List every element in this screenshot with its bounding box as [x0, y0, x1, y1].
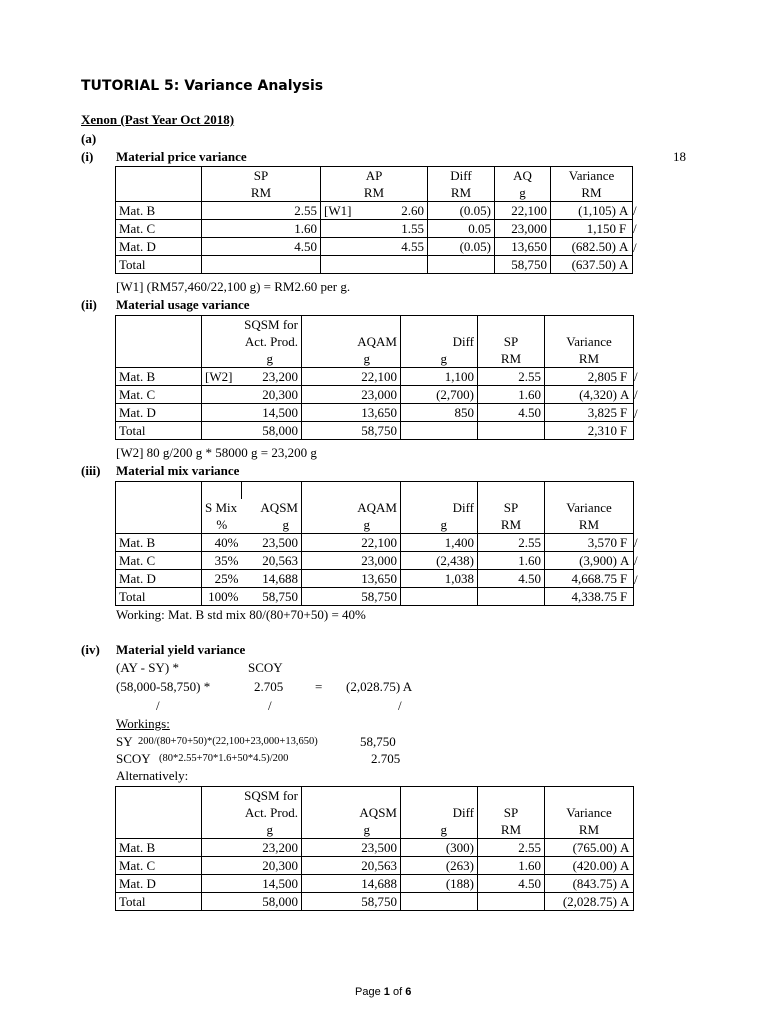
cell-variance	[545, 875, 634, 893]
col-unit: RM	[545, 350, 634, 368]
table-header-row	[116, 821, 634, 839]
table-row	[116, 202, 633, 220]
variance-value: (1,105)	[578, 202, 616, 218]
yield-formula-values: (58,000-58,750) *	[116, 679, 211, 694]
cell-sp: 1.60	[478, 386, 545, 404]
col-header: AQAM	[302, 333, 401, 350]
row-label: Total	[116, 588, 202, 606]
price-variance-table	[115, 166, 633, 274]
cell-sp: 2.55	[202, 202, 321, 220]
col-unit: g	[202, 821, 302, 839]
cell-aqam: 23,000	[302, 386, 401, 404]
section-i-number: (i)	[81, 149, 94, 164]
tick-mark: /	[398, 698, 402, 713]
table-total-row	[116, 256, 633, 274]
tick-mark: /	[634, 572, 638, 587]
cell-sp: 4.50	[478, 570, 545, 588]
variance-value: (682.50)	[571, 238, 616, 254]
cell-variance	[545, 534, 634, 552]
row-label: Mat. B	[116, 839, 202, 857]
cell-sqsm	[202, 368, 302, 386]
col-unit: RM	[545, 821, 634, 839]
page-of: of	[392, 986, 403, 998]
yield-formula-scoy-value: 2.705	[254, 679, 284, 694]
variance-value: (2,028.75)	[562, 893, 617, 909]
cell-variance	[545, 857, 634, 875]
fa-mark: A	[620, 875, 630, 891]
fa-mark: A	[619, 256, 629, 272]
table-header-row	[116, 184, 633, 202]
table-row	[116, 875, 634, 893]
cell-sp: 4.50	[478, 404, 545, 422]
table-header-row	[116, 804, 634, 821]
row-label: Mat. D	[116, 570, 202, 588]
tick-mark: /	[634, 369, 638, 384]
cell-variance	[545, 570, 634, 588]
col-unit: g	[401, 821, 478, 839]
cell-variance	[545, 839, 634, 857]
sy-value: 58,750	[360, 734, 396, 749]
col-unit: g	[202, 350, 302, 368]
row-label: Mat. B	[116, 368, 202, 386]
table-row	[116, 534, 634, 552]
row-label: Mat. C	[116, 552, 202, 570]
cell-ap	[321, 202, 428, 220]
cell-sqsm: 20,300	[202, 857, 302, 875]
cell-ap: 1.55	[321, 220, 428, 238]
cell-aq: 22,100	[495, 202, 551, 220]
fa-mark: A	[620, 893, 630, 909]
tick-mark: /	[634, 387, 638, 402]
tick-mark: /	[634, 553, 638, 568]
col-unit: g	[495, 184, 551, 202]
tick-mark: /	[156, 698, 160, 713]
cell-diff: (0.05)	[428, 238, 495, 256]
row-label: Mat. D	[116, 404, 202, 422]
col-header: Variance	[545, 333, 634, 350]
yield-formula-label: (AY - SY) *	[116, 660, 179, 675]
tick-mark: /	[633, 221, 637, 236]
usage-variance-table	[115, 315, 634, 440]
col-unit: RM	[321, 184, 428, 202]
cell-aq: 13,650	[495, 238, 551, 256]
table-row	[116, 552, 634, 570]
scoy-label: SCOY	[116, 751, 151, 766]
cell-sp: 1.60	[478, 552, 545, 570]
col-unit: g	[302, 350, 401, 368]
col-header: Act. Prod.	[202, 333, 302, 350]
mix-variance-table	[115, 481, 634, 606]
fa-mark: A	[620, 386, 630, 402]
variance-value: (3,900)	[579, 552, 617, 568]
fa-mark: F	[620, 422, 628, 438]
cell-aqam: 58,750	[302, 588, 401, 606]
cell-variance	[551, 220, 633, 238]
cell-variance	[545, 386, 634, 404]
working-note-w2: [W2] 80 g/200 g * 58000 g = 23,200 g	[116, 445, 317, 460]
cell-sqsm: 20,300	[202, 386, 302, 404]
cell-aqsm: 23,500	[302, 839, 401, 857]
cell-variance	[545, 368, 634, 386]
cell-aqam: 13,650	[302, 570, 401, 588]
cell-variance	[545, 588, 634, 606]
fa-mark: F	[620, 588, 628, 604]
variance-value: (637.50)	[571, 256, 616, 272]
table-row	[116, 570, 634, 588]
col-unit: g	[302, 821, 401, 839]
cell-aq: 23,000	[495, 220, 551, 238]
page-current: 1	[383, 986, 390, 998]
row-label: Mat. D	[116, 875, 202, 893]
section-ii-heading: Material usage variance	[116, 297, 250, 312]
table-header-row	[116, 167, 633, 185]
col-header: AQ	[495, 167, 551, 185]
cell-variance	[551, 256, 633, 274]
tick-mark: /	[634, 406, 638, 421]
page-number	[355, 986, 411, 998]
cell-aqam: 23,000	[302, 552, 401, 570]
table-row	[116, 839, 634, 857]
col-header: SP	[202, 167, 321, 185]
document-subtitle: Xenon (Past Year Oct 2018)	[81, 112, 235, 127]
variance-value: (420.00)	[572, 857, 617, 873]
cell-aqsm: 58,750	[242, 588, 302, 606]
fa-mark: F	[620, 534, 628, 550]
section-iii-heading: Material mix variance	[116, 463, 240, 478]
table-header-row	[116, 787, 634, 805]
cell-diff: (2,438)	[401, 552, 478, 570]
table-header-row	[116, 333, 634, 350]
cell-aqam: 22,100	[302, 534, 401, 552]
row-label: Total	[116, 893, 202, 911]
section-ii-number: (ii)	[81, 297, 97, 312]
variance-value: 2,805	[587, 368, 617, 384]
col-header: AQSM	[302, 804, 401, 821]
section-i-heading: Material price variance	[116, 149, 247, 164]
scoy-value: 2.705	[371, 751, 401, 766]
tick-mark: /	[634, 535, 638, 550]
cell-sp: 2.55	[478, 368, 545, 386]
col-header: SP	[478, 499, 545, 516]
sy-formula: 200/(80+70+50)*(22,100+23,000+13,650)	[138, 736, 318, 747]
col-header: Variance	[551, 167, 633, 185]
tick-mark: /	[633, 240, 637, 255]
col-header: SQSM for	[202, 316, 302, 334]
cell-ap-value: 2.60	[401, 202, 424, 218]
col-unit: %	[202, 516, 242, 534]
alternatively-label: Alternatively:	[116, 768, 189, 783]
page-title: TUTORIAL 5: Variance Analysis	[81, 78, 324, 94]
yield-formula-scoy: SCOY	[248, 660, 283, 675]
cell-aqsm: 58,750	[302, 893, 401, 911]
cell-aqam: 58,750	[302, 422, 401, 440]
variance-value: (765.00)	[572, 839, 617, 855]
col-header: Diff	[401, 499, 478, 516]
row-label: Total	[116, 256, 202, 274]
cell-sp: 4.50	[202, 238, 321, 256]
table-total-row	[116, 588, 634, 606]
fa-mark: A	[620, 552, 630, 568]
variance-value: (4,320)	[579, 386, 617, 402]
page-word: Page	[355, 986, 381, 998]
col-header: AQAM	[302, 499, 401, 516]
table-total-row	[116, 893, 634, 911]
table-total-row	[116, 422, 634, 440]
cell-aqsm: 23,500	[242, 534, 302, 552]
fa-mark: F	[620, 368, 628, 384]
cell-sqsm: 14,500	[202, 404, 302, 422]
col-unit: RM	[478, 350, 545, 368]
cell-ap: 4.55	[321, 238, 428, 256]
section-iii-number: (iii)	[81, 463, 101, 478]
cell-diff: 1,100	[401, 368, 478, 386]
table-row	[116, 220, 633, 238]
cell-sp: 1.60	[478, 857, 545, 875]
row-label: Mat. B	[116, 202, 202, 220]
table-header-row	[116, 499, 634, 516]
cell-aqsm: 14,688	[302, 875, 401, 893]
variance-value: 1,150	[586, 220, 616, 236]
table-row	[116, 857, 634, 875]
col-unit: RM	[545, 516, 634, 534]
cell-diff: (2,700)	[401, 386, 478, 404]
table-row	[116, 238, 633, 256]
col-header: S Mix	[202, 499, 242, 516]
variance-value: 3,825	[587, 404, 617, 420]
cell-mix: 100%	[202, 588, 242, 606]
table-header-row	[116, 516, 634, 534]
cell-variance	[545, 422, 634, 440]
yield-formula-equals: =	[315, 679, 323, 694]
scoy-formula: (80*2.55+70*1.6+50*4.5)/200	[159, 753, 289, 764]
table-row	[116, 386, 634, 404]
col-unit: RM	[202, 184, 321, 202]
cell-sp: 2.55	[478, 839, 545, 857]
working-note-w1: [W1] (RM57,460/22,100 g) = RM2.60 per g.	[116, 279, 351, 294]
col-header: Variance	[545, 804, 634, 821]
cell-variance	[551, 202, 633, 220]
col-header: Diff	[401, 804, 478, 821]
row-label: Mat. C	[116, 386, 202, 404]
variance-value: 4,668.75	[571, 570, 617, 586]
cell-diff: 1,038	[401, 570, 478, 588]
row-label: Mat. C	[116, 857, 202, 875]
table-row	[116, 404, 634, 422]
col-header: Diff	[401, 333, 478, 350]
section-iv-number: (iv)	[81, 642, 100, 657]
working-note-mix: Working: Mat. B std mix 80/(80+70+50) = 40%	[116, 607, 366, 622]
col-unit: g	[401, 350, 478, 368]
fa-mark: F	[619, 220, 627, 236]
col-header: SP	[478, 804, 545, 821]
col-header: Act. Prod.	[202, 804, 302, 821]
page-total: 6	[405, 986, 412, 998]
col-header: AP	[321, 167, 428, 185]
fa-mark: A	[620, 857, 630, 873]
working-ref: [W2]	[205, 368, 233, 384]
cell-aqam: 13,650	[302, 404, 401, 422]
col-header: SP	[478, 333, 545, 350]
cell-variance	[545, 552, 634, 570]
cell-diff: (300)	[401, 839, 478, 857]
cell-sqsm: 14,500	[202, 875, 302, 893]
cell-sqsm-value: 23,200	[262, 368, 298, 384]
cell-diff: (188)	[401, 875, 478, 893]
row-label: Mat. C	[116, 220, 202, 238]
col-unit: g	[302, 516, 401, 534]
cell-aqsm: 20,563	[302, 857, 401, 875]
cell-diff: (263)	[401, 857, 478, 875]
variance-value: 3,570	[587, 534, 617, 550]
cell-sp: 1.60	[202, 220, 321, 238]
cell-variance	[545, 893, 634, 911]
cell-aqsm: 20,563	[242, 552, 302, 570]
col-header: Variance	[545, 499, 634, 516]
col-unit: g	[242, 516, 302, 534]
col-unit: RM	[478, 516, 545, 534]
col-header: AQSM	[242, 499, 302, 516]
tick-mark: /	[633, 203, 637, 218]
col-unit: g	[401, 516, 478, 534]
fa-mark: F	[620, 404, 628, 420]
yield-formula-result: (2,028.75) A	[346, 679, 413, 694]
cell-aqam: 22,100	[302, 368, 401, 386]
fa-mark: A	[619, 238, 629, 254]
cell-diff: (0.05)	[428, 202, 495, 220]
cell-variance	[545, 404, 634, 422]
cell-sqsm: 58,000	[202, 422, 302, 440]
yield-variance-table	[115, 786, 634, 911]
cell-sqsm: 23,200	[202, 839, 302, 857]
cell-sp: 4.50	[478, 875, 545, 893]
col-header: Diff	[428, 167, 495, 185]
cell-mix: 35%	[202, 552, 242, 570]
fa-mark: A	[620, 839, 630, 855]
col-unit: RM	[428, 184, 495, 202]
row-label: Mat. D	[116, 238, 202, 256]
col-header: SQSM for	[202, 787, 302, 805]
cell-variance	[551, 238, 633, 256]
cell-sqsm: 58,000	[202, 893, 302, 911]
variance-value: 4,338.75	[571, 588, 617, 604]
cell-mix: 25%	[202, 570, 242, 588]
cell-diff: 1,400	[401, 534, 478, 552]
section-iv-heading: Material yield variance	[116, 642, 246, 657]
sy-label: SY	[116, 734, 133, 749]
cell-aqsm: 14,688	[242, 570, 302, 588]
workings-label: Workings:	[116, 716, 170, 731]
cell-aq: 58,750	[495, 256, 551, 274]
col-unit: RM	[478, 821, 545, 839]
part-a-label: (a)	[81, 131, 97, 146]
fa-mark: F	[620, 570, 628, 586]
cell-diff: 0.05	[428, 220, 495, 238]
variance-value: (843.75)	[572, 875, 617, 891]
col-unit: RM	[551, 184, 633, 202]
table-header-row	[116, 350, 634, 368]
cell-diff: 850	[401, 404, 478, 422]
table-header-row	[116, 482, 634, 500]
tick-mark: /	[268, 698, 272, 713]
row-label: Mat. B	[116, 534, 202, 552]
cell-sp: 2.55	[478, 534, 545, 552]
table-header-row	[116, 316, 634, 334]
variance-value: 2,310	[587, 422, 617, 438]
row-label: Total	[116, 422, 202, 440]
fa-mark: A	[619, 202, 629, 218]
table-row	[116, 368, 634, 386]
cell-mix: 40%	[202, 534, 242, 552]
marks-total: 18	[673, 149, 686, 164]
working-ref: [W1]	[324, 202, 352, 218]
